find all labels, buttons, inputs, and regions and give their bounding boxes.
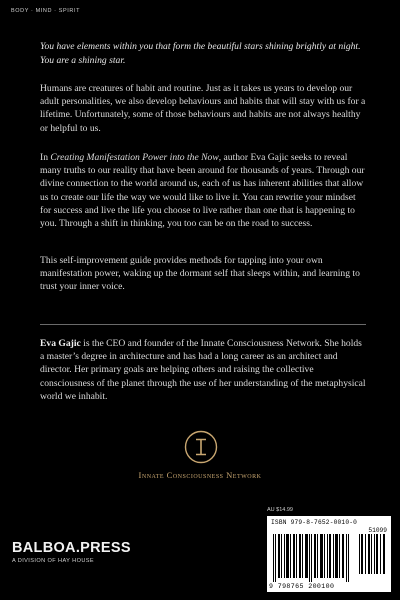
blurb-paragraph-3: This self-improvement guide provides methods for tapping into your own manifestation power, waking up the dormant self that sleeps within, and learning to trust your inner voice.	[40, 255, 360, 293]
isbn-number: ISBN 979-8-7652-0010-0	[271, 519, 358, 526]
blurb-paragraph-2	[40, 151, 366, 230]
isbn-barcode	[267, 516, 391, 592]
price-addon-bars	[359, 534, 387, 574]
price-label: AU $14.99	[267, 507, 293, 513]
author-name: Eva Gajic	[40, 338, 81, 349]
tagline: You have elements within you that form the beautiful stars shining brightly at night. You are a shining star.	[40, 41, 361, 66]
publisher-division: A DIVISION OF HAY HOUSE	[12, 558, 95, 564]
price-code: 51099	[368, 527, 387, 534]
blurb-paragraph-2-lead: In	[40, 152, 51, 163]
author-bio-text: is the CEO and founder of the Innate Consciousness Network. She holds a master’s degree in architecture and has had a long career as an architect and director. Her primary goals are helping others and raising the collective consciousness of the planet through the use of her understanding of the metaphysical world we inhabit.	[40, 338, 366, 402]
barcode-digits: 9 798765 200100	[269, 583, 335, 590]
book-title-mention: Creating Manifestation Power into the Now	[50, 152, 219, 163]
circle-i-logo-icon	[184, 430, 218, 464]
author-bio	[40, 337, 366, 403]
blurb-paragraph-1: Humans are creatures of habit and routine. Just as it takes us years to develop our adult personalities, we also develop behaviours and habits that will stay with us for a lifetime. Unfortunately, some of those behaviours and habits are not always healthy or helpful to us.	[40, 83, 366, 134]
publisher-logo: BALBOA.PRESS	[12, 540, 131, 556]
section-divider	[40, 324, 366, 325]
barcode-bars	[271, 534, 353, 582]
blurb-paragraph-2-rest: , author Eva Gajic seeks to reveal many truths to our reality that have been around for thousands of years. Through our divine connection to the world around us, each of us has inherent abilities that allow us to create our life the way we would like to live it. You can rewrite your mindset for success and live the life you choose to live rather than one that is happening to you. Through a shift in thinking, you too can be on the road to success.	[40, 152, 365, 230]
network-name: Innate Consciousness Network	[138, 470, 262, 480]
category-label: BODY · MIND · SPIRIT	[11, 8, 81, 14]
